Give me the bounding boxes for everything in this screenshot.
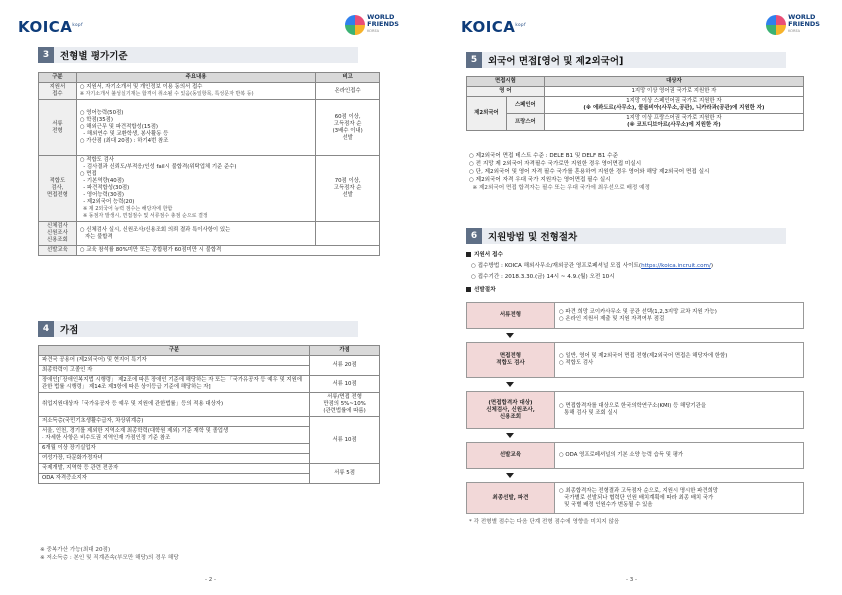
square-bullet-icon: [466, 252, 471, 257]
section-5-header: [466, 52, 786, 68]
section-title: 전형별 평가기준: [60, 51, 128, 62]
evaluation-criteria-table: [38, 72, 380, 256]
table-row: 서류 전형 ○ 영어능력(50점) ○ 학점(35점) ○ 해외근무 및 파견적합성(15점) - 해외연수 및 교환학생, 봉사활동 등 ○ 가산점 (최대 20점) : 하기4번 참조 60점 이상, 고득점자 순 (3배수 이내) 선발: [39, 100, 380, 156]
table-row: 영 어 1지망 이상 영어권 국가로 지원한 자: [467, 87, 804, 97]
flow-arrow-icon: [506, 473, 514, 478]
page-number: - 2 -: [205, 577, 216, 583]
koica-logo: $KOICA^{kopf}$: [461, 18, 526, 36]
selection-heading: 선발절차: [466, 286, 496, 294]
step-interview: 면접전형 적합도 검사 ○ 일반, 영어 및 제2외국어 면접 전형(제2외국어 면접은 해당자에 한함) ○ 적합도 검사: [466, 342, 804, 378]
world-friends-logo: WORLD FRIENDS KOREA: [345, 14, 399, 35]
section-title: 지원방법 및 전형절차: [488, 232, 578, 243]
section-number: 4: [38, 321, 54, 337]
table-row: 선발교육 ○ 교육 참석률 80%미만 또는 종합평가 60점미만 시 불합격: [39, 246, 380, 256]
note: ○ 단, 제2외국어 및 영어 자격 필수 국가를 혼용하여 지원한 경우 영어와 해당 제2외국어 면접 실시: [469, 169, 710, 175]
apply-period: ○ 접수기간 : 2018.3.30.(금) 14시 ~ 4.9.(월) 오전 10시: [471, 274, 615, 280]
table-header: 구분: [39, 346, 310, 356]
table-row: 신체검사 신원조사 신용조회 ○ 신체검사 실시, 신원조사/신용조회 의뢰 결과 특이사항이 있는 자는 불합격: [39, 222, 380, 246]
section-number: 3: [38, 47, 54, 63]
footnote: * 각 전형별 점수는 다음 단계 전형 점수에 영향을 미치지 않음: [469, 519, 620, 525]
note: ○ 제2외국어 면접 테스트 수준 : DELE B1 및 DELF B1 수준: [469, 153, 618, 159]
table-header: 면접시험: [467, 77, 545, 87]
table-row: 장애인[「장애인복지법 시행령」 제2조에 따른 장애인 기준에 해당하는 자 또는 「국가유공자 등 예우 및 지원에 관한 법률 시행령」 제14조 제3항에 따른 상이등급 기준에 해당하는 자] 서류 10점: [39, 376, 380, 393]
table-row: 파견국 공용어 (제2외국어) 및 현지어 특기자 서류 20점: [39, 356, 380, 366]
note: ○ 제2외국어 자격 우대 국가 지원자는 영어면접 필수 실시: [469, 177, 611, 183]
step-health-check: (면접합격자 대상) 신체검사, 신원조사, 신용조회 ○ 면접합격자를 대상으로 한국의학연구소(KMI) 등 해당기관을 통해 검사 및 조회 실시: [466, 391, 804, 429]
section-number: 5: [466, 52, 482, 68]
section-3-header: [38, 47, 358, 63]
flow-arrow-icon: [506, 333, 514, 338]
page-right: [421, 0, 842, 595]
table-row: 6개월 이상 장기실업자: [39, 444, 380, 454]
recruit-site-link[interactable]: https://koica.incruit.com/: [641, 263, 711, 269]
table-row: 최종학력이 고졸인 자: [39, 366, 380, 376]
world-friends-mark-icon: [345, 15, 365, 35]
flow-arrow-icon: [506, 382, 514, 387]
table-row: 서울, 인천, 경기를 제외한 지역소재 최종학력(대학원 제외) 기준 재학 및 졸업생 · 자세한 사항은 비수도권 지역인재 가점인정 기준 참조: [39, 427, 380, 444]
language-interview-table: [466, 76, 804, 131]
table-header: 가점: [310, 346, 380, 356]
table-row: 제2외국어 스페인어 1지망 이상 스페인어권 국가로 지원한 자 (※ 에콰도르(사무소), 콜롬비아(사무소,공관), 니카라과(공관)에 지원한 자): [467, 97, 804, 114]
section-title: 가점: [60, 325, 79, 336]
note: ※ 제2외국어 면접 합격자는 필수 또는 우대 국가에 최우선으로 배정 예정: [469, 185, 650, 191]
flow-arrow-icon: [506, 433, 514, 438]
table-row: 지원서 접수 ○ 지원서, 자기소개서 및 개인정보 이용 동의서 접수 ※ 자기소개서 불성실기재는 합격이 취소될 수 있음(동일항목, 특성문자 반복 등) 온라인접수: [39, 83, 380, 100]
step-training: 선발교육 ○ ODA 영프로페셔널의 기본 소양 능력 습득 및 평가: [466, 442, 804, 469]
apply-heading: 지원서 접수: [466, 251, 503, 259]
section-4-header: [38, 321, 358, 337]
koica-logo: $KOICA^{kopf}$: [18, 18, 83, 36]
table-header: 비고: [316, 73, 380, 83]
table-row: 프랑스어 1지망 이상 프랑스어권 국가로 지원한 자 (※ 코트디브아르(사무소)에 지원한 자): [467, 114, 804, 131]
table-header: 주요내용: [76, 73, 315, 83]
table-row: 저소득층(국민기초생활수급자, 차상위계층) 서류 10점: [39, 417, 380, 427]
table-row: ODA 자격증소지자: [39, 474, 380, 484]
note: ○ 전 지망 제 2외국어 자격필수 국가로만 지원한 경우 영어면접 미실시: [469, 161, 642, 167]
table-row: 국제개발, 지역학 등 관련 전공자 서류 5점: [39, 464, 380, 474]
table-header: 구분: [39, 73, 77, 83]
page-number: - 3 -: [626, 577, 637, 583]
section-title: 외국어 면접[영어 및 제2외국어]: [488, 56, 624, 67]
section-6-header: [466, 228, 786, 244]
note: ※ 저소득층 : 본인 및 직계존속(부모만 해당)의 경우 해당: [40, 555, 179, 561]
section-number: 6: [466, 228, 482, 244]
world-friends-mark-icon: [766, 15, 786, 35]
table-header: 대상자: [544, 77, 803, 87]
table-row: 취업지원대상자「국가유공자 등 예우 및 지원에 관한법률」등의 적용 대상자) 서류/면접 전형 만점의 5%~10% (관련법률에 따름): [39, 393, 380, 417]
bonus-points-table: [38, 345, 380, 484]
table-row: 여성가장, 다문화가정자녀: [39, 454, 380, 464]
table-row: 적합도 검사, 면접전형 ○ 적합도 검사 - 검사결과 신뢰도/부적응/인성 fail시 불합격(위탁업체 기준 준수) ○ 면접 - 기본역량(40점) - 파견적합성(30점) - 영어능력(30점) - 제2외국어 능력(20) ※ 제 2외국어 능력 점수는 해당자에 한함 ※ 동점자 발생시, 면접점수 및 서류점수 총점 순으로 결정 70점 이상, 고득점자 순 선발: [39, 156, 380, 222]
note: ※ 중복가산 가능(최대 20점): [40, 547, 111, 553]
step-document-screening: 서류전형 ○ 파견 희망 코이카사무소 및 공관 선택(1,2,3지망 교차 지원 가능) ○ 온라인 지원서 제출 및 지원 자격여부 점검: [466, 302, 804, 329]
step-final-selection: 최종선발, 파견 ○ 최종합격자는 전형결과 고득점자 순으로, 지원시 명시한 파견희망 국가별로 선발되나 협력단 인원 배치계획에 따라 최종 배치 국가 및 국별 배정 인원수가 변동될 수 있음: [466, 482, 804, 514]
world-friends-logo: WORLD FRIENDS KOREA: [766, 14, 820, 35]
apply-method: ○ 접수방법 : KOICA 해외사무소/재외공관 영프로페셔널 모집 사이트(https://koica.incruit.com/): [471, 263, 714, 269]
square-bullet-icon: [466, 287, 471, 292]
